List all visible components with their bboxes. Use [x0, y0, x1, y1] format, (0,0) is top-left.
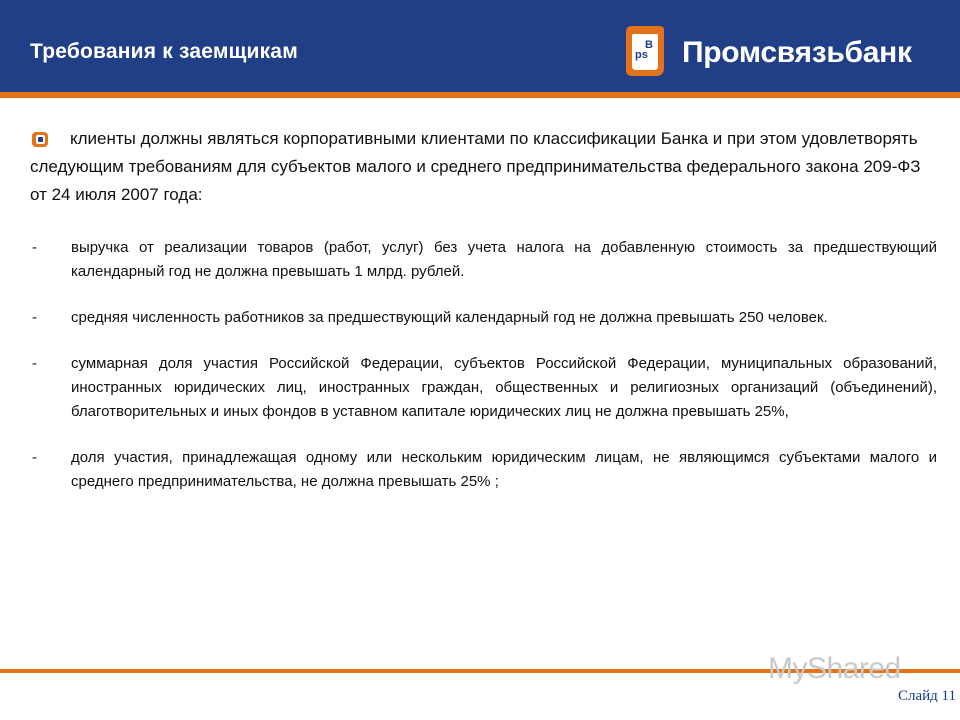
watermark: MyShared [768, 652, 901, 685]
slide-title: Требования к заемщикам [30, 40, 298, 63]
list-item-text: средняя численность работников за предшествующий календарный год не должна превышать 250 человек. [71, 309, 828, 326]
slide-number: Слайд 11 [897, 688, 956, 704]
list-item [30, 236, 937, 284]
psb-logo-icon [622, 24, 666, 78]
list-item-text: суммарная доля участия Российской Федерации, субъектов Российской Федерации, муниципальных образований, иностранных юридических лиц, иностранных граждан, общественных и религиозных организаций (объединений), благотворительных и иных фондов в уставном капитале юридических лиц не должна превышать 25%, [71, 355, 937, 420]
list-marker: - [32, 355, 37, 372]
list-item-text: доля участия, принадлежащая одному или нескольким юридическим лицам, не являющимся субъектами малого и среднего предпринимательства, не должна превышать 25% ; [71, 449, 937, 490]
list-marker: - [32, 309, 37, 326]
list-item [30, 352, 937, 424]
svg-text:ps: ps [635, 49, 648, 61]
brand-name: Промсвязьбанк [682, 36, 912, 69]
list-item [30, 306, 937, 330]
header-accent-stripe [0, 92, 960, 98]
list-marker: - [32, 239, 37, 256]
requirements-list [30, 236, 937, 516]
svg-text:B: B [645, 39, 653, 51]
list-marker: - [32, 449, 37, 466]
list-item [30, 446, 937, 494]
intro-paragraph: клиенты должны являться корпоративными клиентами по классификации Банка и при этом удовлетворять следующим требованиям для субъектов малого и среднего предпринимательства федерального закона 209-ФЗ от 24 июля 2007 года: [30, 129, 921, 204]
list-item-text: выручка от реализации товаров (работ, услуг) без учета налога на добавленную стоимость за предшествующий календарный год не должна превышать 1 млрд. рублей. [71, 239, 937, 280]
header-bar [0, 0, 960, 92]
